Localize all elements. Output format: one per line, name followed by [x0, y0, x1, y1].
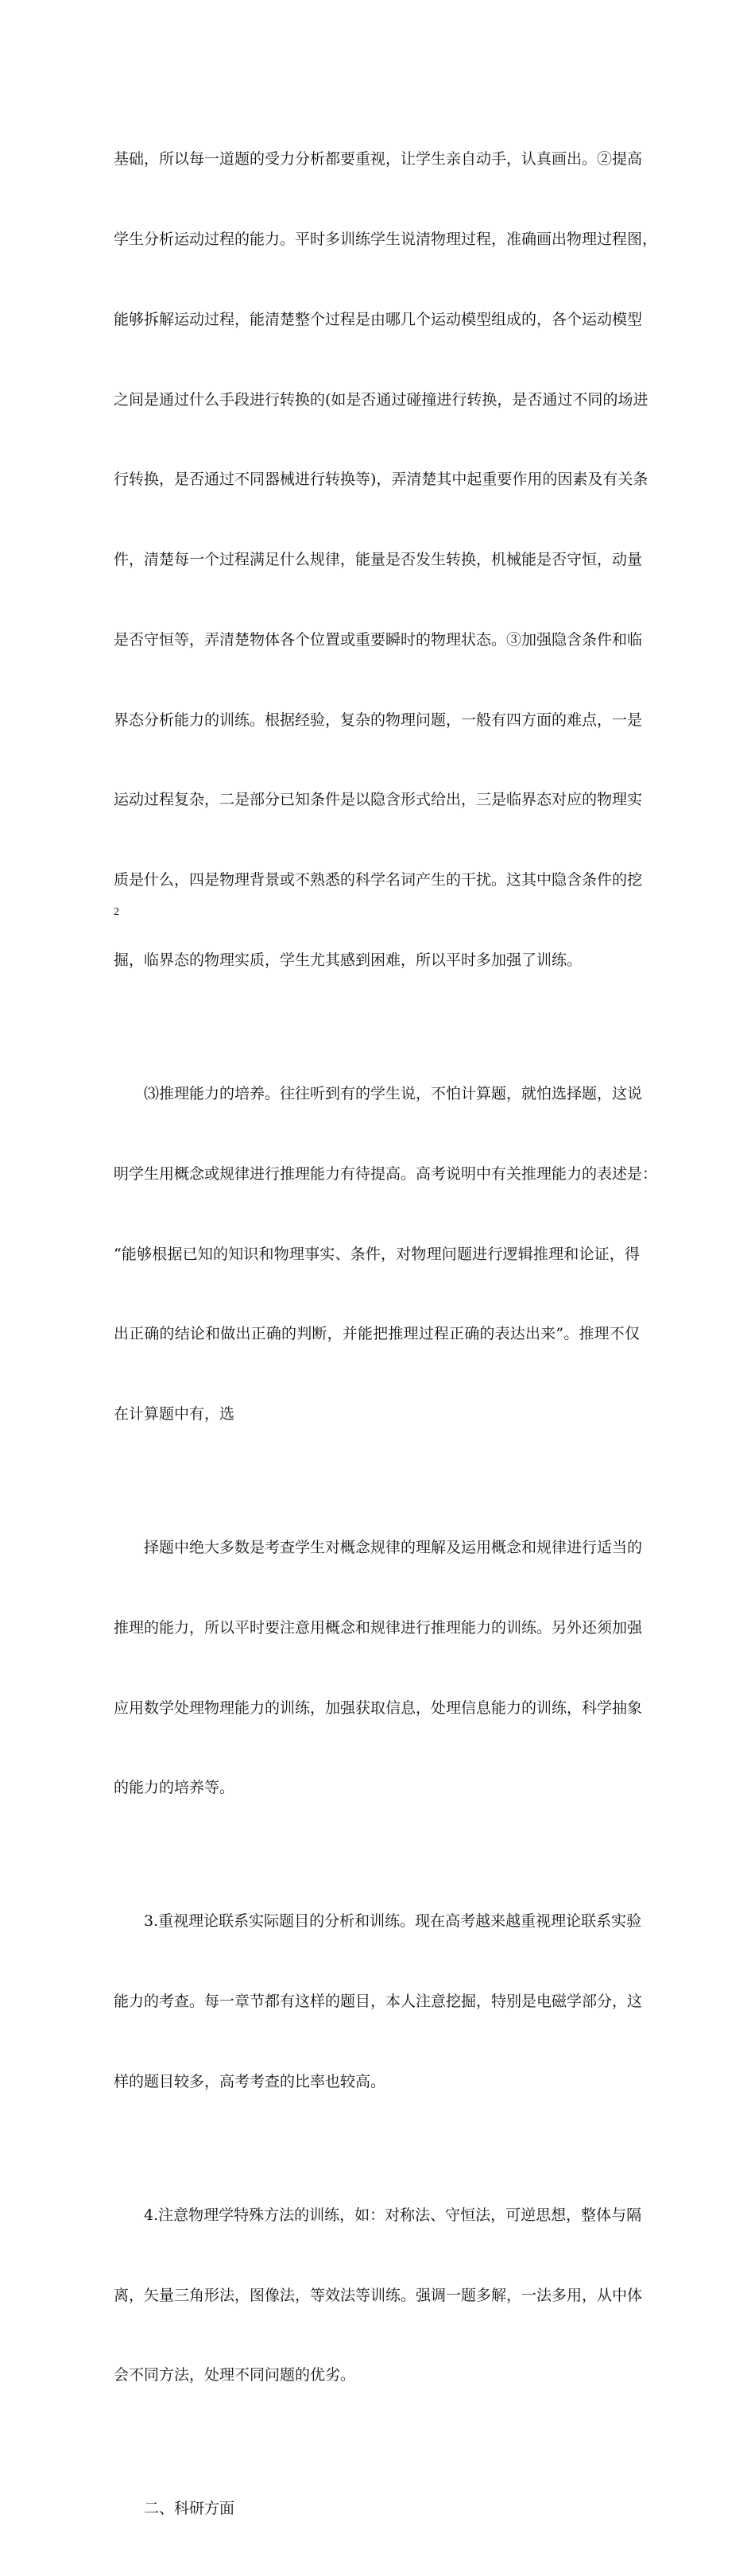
paragraph-multiple-choice — [114, 1482, 643, 1855]
text-line: 能够拆解运动过程，能清楚整个过程是由哪几个运动模型组成的，各个运动模型 — [114, 310, 643, 328]
text-line: 界态分析能力的训练。根据经验，复杂的物理问题，一般有四方面的难点，一是 — [114, 711, 643, 729]
text-line: 之间是通过什么手段进行转换的(如是否通过碰撞进行转换，是否通过不同的场进 — [114, 390, 649, 409]
text-line: 掘，临界态的物理实质，学生尤其感到困难，所以平时多加强了训练。 — [114, 951, 583, 969]
paragraph-special-methods — [114, 2149, 643, 2443]
text-line: 运动过程复杂，二是部分已知条件是以隐含形式给出，三是临界态对应的物理实 — [114, 791, 643, 809]
section-heading-research — [114, 2442, 640, 2576]
text-line: 明学生用概念或规律进行推理能力有待提高。高考说明中有关推理能力的表述是： — [114, 1164, 658, 1183]
text-line: 择题中绝大多数是考查学生对概念规律的理解及运用概念和规律进行适当的 — [114, 1539, 643, 1557]
text-line: 会不同方法，处理不同问题的优劣。 — [114, 2366, 356, 2384]
text-line: 3.重视理论联系实际题目的分析和训练。现在高考越来越重视理论联系实验 — [114, 1912, 642, 1931]
text-line: ⑶推理能力的培养。往往听到有的学生说，不怕计算题，就怕选择题，这说 — [114, 1084, 643, 1102]
text-line: 在计算题中有，选 — [114, 1405, 235, 1424]
text-line: 样的题目较多，高考考查的比率也较高。 — [114, 2072, 386, 2090]
text-line: “能够根据已知的知识和物理事实、条件，对物理问题进行逻辑推理和论证，得 — [114, 1245, 640, 1263]
text-line: 推理的能力，所以平时要注意用概念和规律进行推理能力的训练。另外还须加强 — [114, 1618, 643, 1637]
text-line: 能力的考查。每一章节都有这样的题目，本人注意挖掘，特别是电磁学部分，这 — [114, 1993, 643, 2011]
text-line: 应用数学处理物理能力的训练，加强获取信息，处理信息能力的训练，科学抽象 — [114, 1699, 643, 1717]
text-line: 离，矢量三角形法，图像法，等效法等训练。强调一题多解，一法多用，从中体 — [114, 2286, 643, 2304]
text-line: 行转换，是否通过不同器械进行转换等)，弄清楚其中起重要作用的因素及有关条 — [114, 471, 649, 489]
text-line: 质是什么，四是物理背景或不熟悉的科学名词产生的干扰。这其中隐含条件的挖 — [114, 871, 643, 889]
text-line: 学生分析运动过程的能力。平时多训练学生说清物理过程，准确画出物理过程图， — [114, 230, 658, 248]
document-body — [114, 93, 658, 2576]
text-line: 是否守恒等，弄清楚物体各个位置或重要瞬时的物理状态。③加强隐含条件和临 — [114, 630, 643, 649]
text-line: 的能力的培养等。 — [114, 1779, 235, 1797]
paragraph-theory-practice — [114, 1855, 643, 2149]
text-line: 出正确的结论和做出正确的判断，并能把推理过程正确的表达出来”。推理不仅 — [114, 1325, 640, 1343]
paragraph-force-analysis — [114, 93, 658, 1028]
text-line: 4.注意物理学特殊方法的训练，如：对称法、守恒法，可逆思想，整体与隔 — [114, 2206, 642, 2224]
page-number: 2 — [114, 906, 119, 918]
text-line: 基础，所以每一道题的受力分析都要重视，让学生亲自动手，认真画出。②提高 — [114, 150, 643, 169]
text-line: 二、科研方面 — [114, 2500, 235, 2518]
text-line: 件，清楚每一个过程满足什么规律，能量是否发生转换，机械能是否守恒，动量 — [114, 551, 643, 569]
paragraph-reasoning-ability — [114, 1028, 658, 1482]
